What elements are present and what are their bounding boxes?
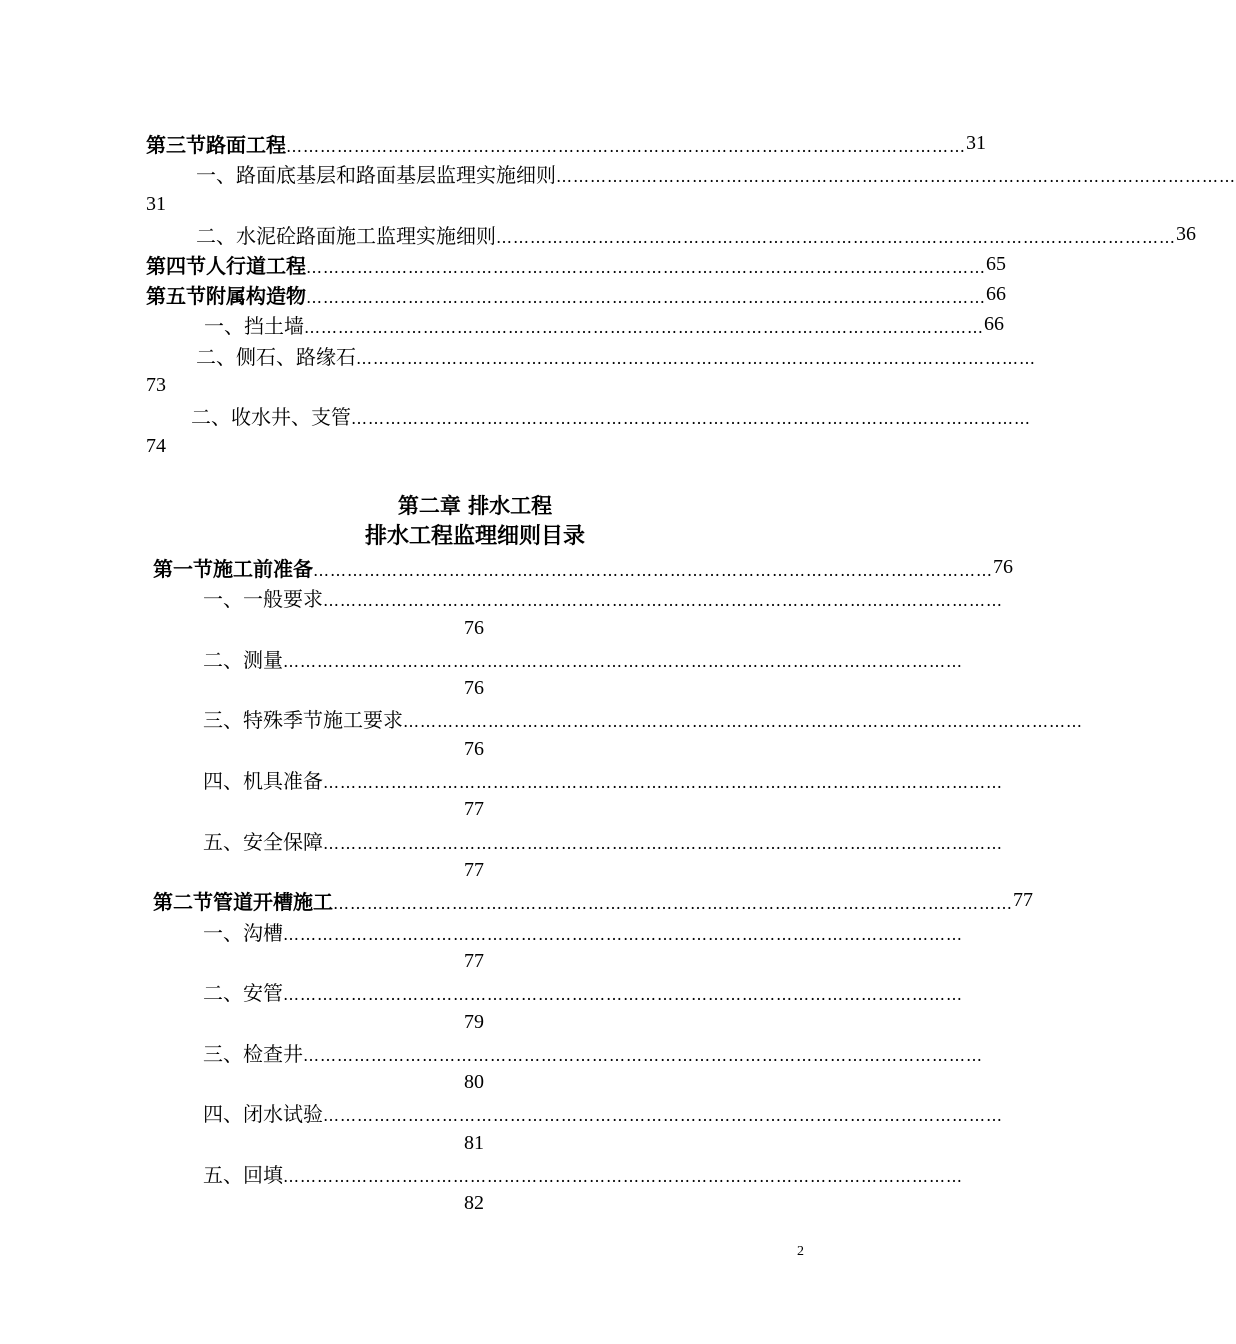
toc-item[interactable] — [203, 1097, 1003, 1127]
leader-dots: ………………………………………………………………………………………………………… — [496, 227, 1176, 247]
leader-dots: ………………………………………………………………………………………………………… — [333, 893, 1013, 913]
section-title: 第五节 — [146, 283, 206, 308]
page-ref: 76 — [464, 617, 484, 639]
toc-item[interactable] — [196, 340, 1036, 370]
leader-dots: ………………………………………………………………………………………………………… — [323, 833, 1003, 853]
section-name: 管道开槽施工 — [213, 889, 333, 914]
section-title: 第三节 — [146, 132, 206, 157]
toc-item[interactable] — [203, 1158, 963, 1188]
page-ref: 66 — [986, 282, 1006, 305]
chapter-title: 第二章 排水工程 — [397, 493, 553, 518]
item-label: 二、安管 — [203, 980, 283, 1005]
item-label: 一、沟槽 — [203, 920, 283, 945]
section-name: 人行道工程 — [206, 253, 306, 278]
leader-dots: ………………………………………………………………………………………………………… — [304, 317, 984, 337]
item-label: 一、挡土墙 — [204, 313, 304, 338]
leader-dots: ………………………………………………………………………………………………………… — [313, 560, 993, 580]
leader-dots: ………………………………………………………………………………………………………… — [556, 166, 1236, 186]
toc-item[interactable] — [203, 976, 963, 1006]
item-label: 二、水泥砼路面施工监理实施细则 — [196, 223, 496, 248]
page-ref: 77 — [464, 798, 484, 820]
item-label: 三、检查井 — [203, 1041, 303, 1066]
toc-item[interactable] — [203, 703, 1083, 733]
leader-dots: ………………………………………………………………………………………………………… — [283, 1166, 963, 1186]
leader-dots: ………………………………………………………………………………………………………… — [306, 287, 986, 307]
section-name: 施工前准备 — [213, 556, 313, 581]
leader-dots: ………………………………………………………………………………………………………… — [323, 772, 1003, 792]
page-ref: 31 — [966, 131, 986, 154]
item-label: 二、侧石、路缘石 — [196, 344, 356, 369]
leader-dots: ………………………………………………………………………………………………………… — [306, 257, 986, 277]
toc-item[interactable] — [203, 825, 1003, 855]
toc-section-1[interactable] — [153, 552, 1013, 582]
section-title: 第二节 — [153, 889, 213, 914]
item-label: 二、测量 — [203, 647, 283, 672]
leader-dots: ………………………………………………………………………………………………………… — [303, 1045, 983, 1065]
toc-subtitle: 排水工程监理细则目录 — [364, 523, 585, 549]
leader-dots: ………………………………………………………………………………………………………… — [323, 590, 1003, 610]
item-label: 三、特殊季节施工要求 — [203, 707, 403, 732]
page-ref: 77 — [464, 859, 484, 881]
toc-item[interactable] — [196, 158, 1236, 188]
leader-dots: ………………………………………………………………………………………………………… — [351, 408, 1031, 428]
page-ref: 77 — [464, 950, 484, 972]
item-label: 一、一般要求 — [203, 586, 323, 611]
page-number: 2 — [797, 1244, 804, 1259]
toc-item[interactable] — [191, 400, 1031, 430]
toc-item[interactable] — [203, 582, 1003, 612]
page-ref: 82 — [464, 1192, 484, 1214]
leader-dots: ………………………………………………………………………………………………………… — [283, 651, 963, 671]
page-ref: 76 — [464, 738, 484, 760]
page-ref: 74 — [146, 435, 166, 457]
leader-dots: ………………………………………………………………………………………………………… — [286, 136, 966, 156]
toc-item[interactable] — [203, 764, 1003, 794]
leader-dots: ………………………………………………………………………………………………………… — [283, 984, 963, 1004]
toc-item[interactable] — [204, 309, 1004, 339]
page-ref: 73 — [146, 374, 166, 396]
section-title: 第一节 — [153, 556, 213, 581]
toc-section-4[interactable] — [146, 249, 1006, 279]
toc-item[interactable] — [203, 916, 963, 946]
item-label: 二、收水井、支管 — [191, 404, 351, 429]
leader-dots: ………………………………………………………………………………………………………… — [323, 1105, 1003, 1125]
toc-section-2[interactable] — [153, 885, 1033, 915]
leader-dots: ………………………………………………………………………………………………………… — [403, 711, 1083, 731]
toc-item[interactable] — [196, 219, 1196, 249]
toc-section-5[interactable] — [146, 279, 1006, 309]
leader-dots: ………………………………………………………………………………………………………… — [356, 348, 1036, 368]
page-ref: 76 — [464, 677, 484, 699]
leader-dots: ………………………………………………………………………………………………………… — [283, 924, 963, 944]
page-ref: 65 — [986, 252, 1006, 275]
item-label: 五、回填 — [203, 1162, 283, 1187]
item-label: 五、安全保障 — [203, 829, 323, 854]
toc-item[interactable] — [203, 1037, 983, 1067]
page-ref: 77 — [1013, 888, 1033, 911]
item-label: 一、路面底基层和路面基层监理实施细则 — [196, 162, 556, 187]
page-ref: 79 — [464, 1011, 484, 1033]
page-ref: 76 — [993, 555, 1013, 578]
page-ref: 80 — [464, 1071, 484, 1093]
toc-section-3[interactable] — [146, 128, 986, 158]
section-name: 附属构造物 — [206, 283, 306, 308]
toc-item[interactable] — [203, 643, 963, 673]
page-ref: 36 — [1176, 222, 1196, 245]
section-title: 第四节 — [146, 253, 206, 278]
page-ref: 31 — [146, 193, 166, 215]
section-name: 路面工程 — [206, 132, 286, 157]
item-label: 四、机具准备 — [203, 768, 323, 793]
item-label: 四、闭水试验 — [203, 1101, 323, 1126]
page-ref: 66 — [984, 312, 1004, 335]
page-ref: 81 — [464, 1132, 484, 1154]
